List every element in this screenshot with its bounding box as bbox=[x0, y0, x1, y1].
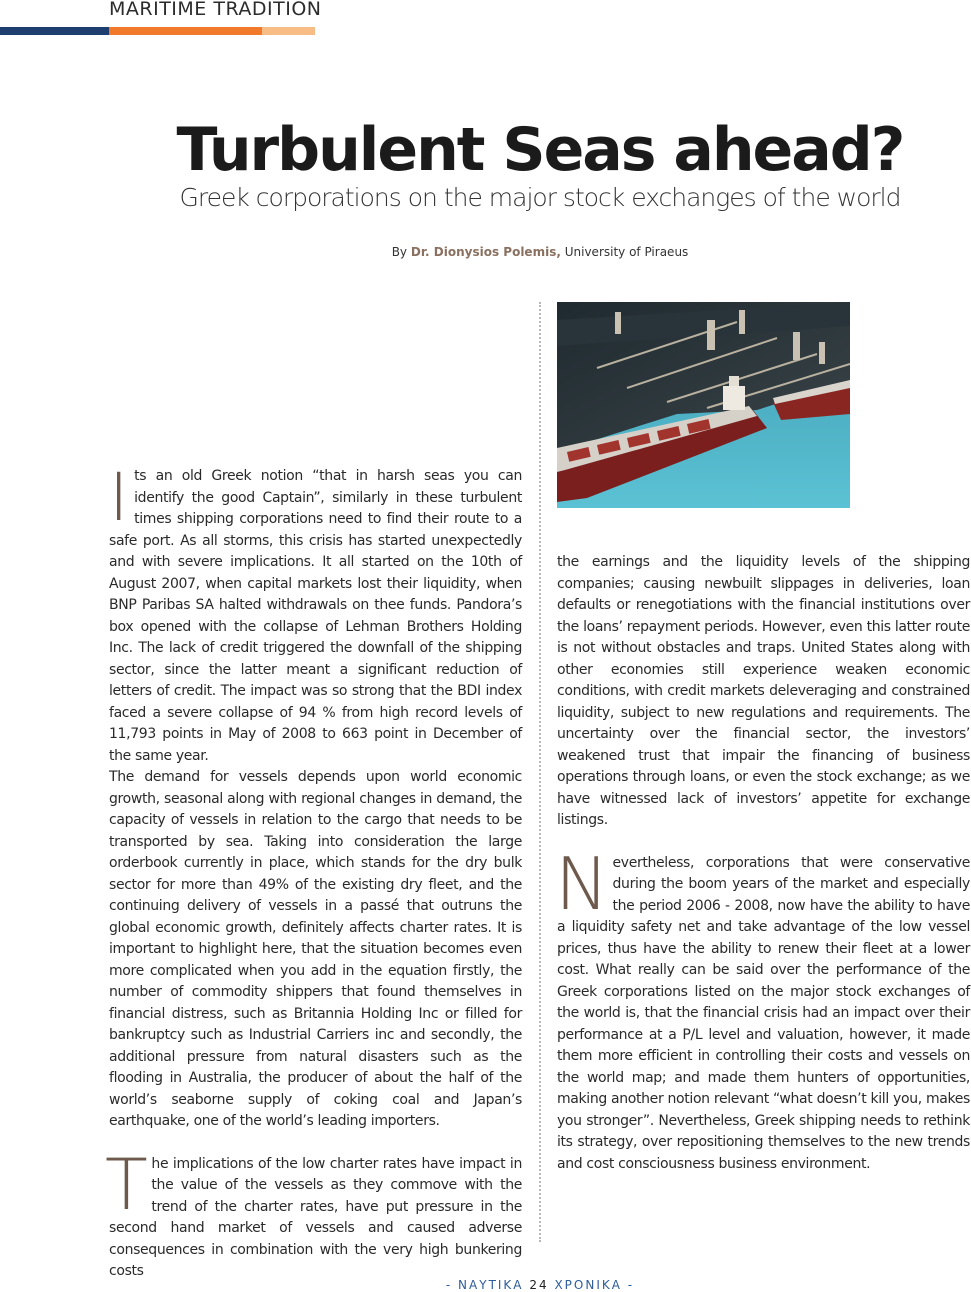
author-affiliation: University of Piraeus bbox=[564, 245, 689, 259]
dropcap-t: T bbox=[105, 1143, 148, 1226]
byline-prefix: By bbox=[391, 245, 408, 259]
right-column bbox=[557, 552, 970, 1175]
right-paragraph-2 bbox=[555, 841, 970, 1176]
ship-port-photo bbox=[557, 302, 850, 508]
ship-port-illustration bbox=[557, 302, 850, 508]
page-footer bbox=[0, 1278, 971, 1292]
article-title: Turbulent Seas ahead? bbox=[176, 115, 904, 185]
footer-left: - ΝΑΥΤΙΚΑ bbox=[445, 1278, 524, 1292]
left-paragraph-1 bbox=[109, 459, 522, 767]
footer-right: ΧΡΟΝΙΚΑ - bbox=[554, 1278, 635, 1292]
right-paragraph-1: the earnings and the liquidity levels of the shipping companies; causing newbuilt slippages in deliveries, loan defaults or renegotiations with the financial institutions over the loans’ repayment periods. However, even this latter route is not without obstacles and traps. United States along with other economies still experience weaken economic conditions, with credit markets deleveraging and constrained liquidity, subject to new regulations and requirements. The uncertainty over the financial sector, the investors’ weakened trust that impair the financing of business operations through loans, or even the stock exchange; as we have witnessed lack of investors’ appetite for exchange listings. bbox=[557, 554, 970, 828]
author-name: Dr. Dionysios Polemis, bbox=[410, 245, 561, 259]
left-paragraph-2: The demand for vessels depends upon world economic growth, seasonal along with regional changes in demand, the capacity of vessels in relation to the cargo that needs to be transported by sea. Taking into consideration the large orderbook currently in place, which stands for the dry bulk sector for more than 49% of the existing dry fleet, and the continuing delivery of vessels in a passé that outruns the global economic growth, definitely affects charter rates. It is important to highlight here, that the situation becomes even more complicated when you add in the equation firstly, the number of commodity shippers that found themselves in financial distress, such as Britannia Holding Inc or filled for bankruptcy such as Industrial Carriers inc and secondly, the additional pressure from natural disasters such as the flooding in Australia, the producer of about the half of the world’s seaborne supply of coking coal and Japan’s earthquake, one of the world’s leading importers. bbox=[109, 769, 522, 1129]
dropcap-n: N bbox=[555, 841, 609, 926]
byline bbox=[0, 245, 971, 259]
column-divider bbox=[539, 302, 541, 1242]
left-paragraph-3 bbox=[105, 1143, 522, 1283]
section-label: MARITIME TRADITION bbox=[109, 0, 322, 20]
left-paragraph-3-text: he implications of the low charter rates have impact in the value of the vessels as they commove with the trend of the charter rates, have put pressure in the second hand market of vessels and caused adverse consequences in combination with the very high bunkering costs bbox=[109, 1155, 522, 1279]
header-bar-orange bbox=[109, 27, 262, 35]
header-bar-peach bbox=[262, 27, 315, 35]
page-number: 24 bbox=[529, 1278, 549, 1292]
left-column bbox=[105, 459, 522, 1283]
header-bar-navy bbox=[0, 27, 109, 35]
right-paragraph-2-text: evertheless, corporations that were conservative during the boom years of the market and especially the period 2006 - 2008, now have the ability to have a liquidity safety net and take advantage of the low vessel prices, thus have the ability to renew their fleet at a lower cost. What really can be said over the performance of the Greek corporations listed on the major stock exchanges of the world is, that the financial crisis had an impact over their performance at a P/L level and valuation, however, it made them more efficient in controlling their costs and vessels on the world map; and made them hunters of opportunities, making another notion relevant “what doesn’t kill you, makes you stronger”. Nevertheless, Greek shipping needs to rethink its strategy, over repositioning themselves to the new trends and cost consciousness business environment. bbox=[557, 854, 970, 1172]
left-paragraph-1-text: ts an old Greek notion “that in harsh seas you can identify the good Captain”, similarly in these turbulent times shipping corporations need to find their route to a safe port. As all storms, this crisis has started unexpectedly and with severe implications. It all started on the 10th of August 2007, when capital markets lost their liquidity, when BNP Paribas SA halted withdrawals on thee funds. Pandora’s box opened with the collapse of Lehman Brothers Holding Inc. The lack of credit triggered the downfall of the shipping sector, since the latter meant a significant reduction of letters of credit. The impact was so strong that the BDI index faced a severe collapse of 94 % from high record levels of 11,793 points in May of 2008 to 663 point in December of the same year. bbox=[109, 468, 522, 764]
dropcap-i: I bbox=[109, 459, 129, 536]
article-subtitle: Greek corporations on the major stock exchanges of the world bbox=[179, 183, 901, 212]
